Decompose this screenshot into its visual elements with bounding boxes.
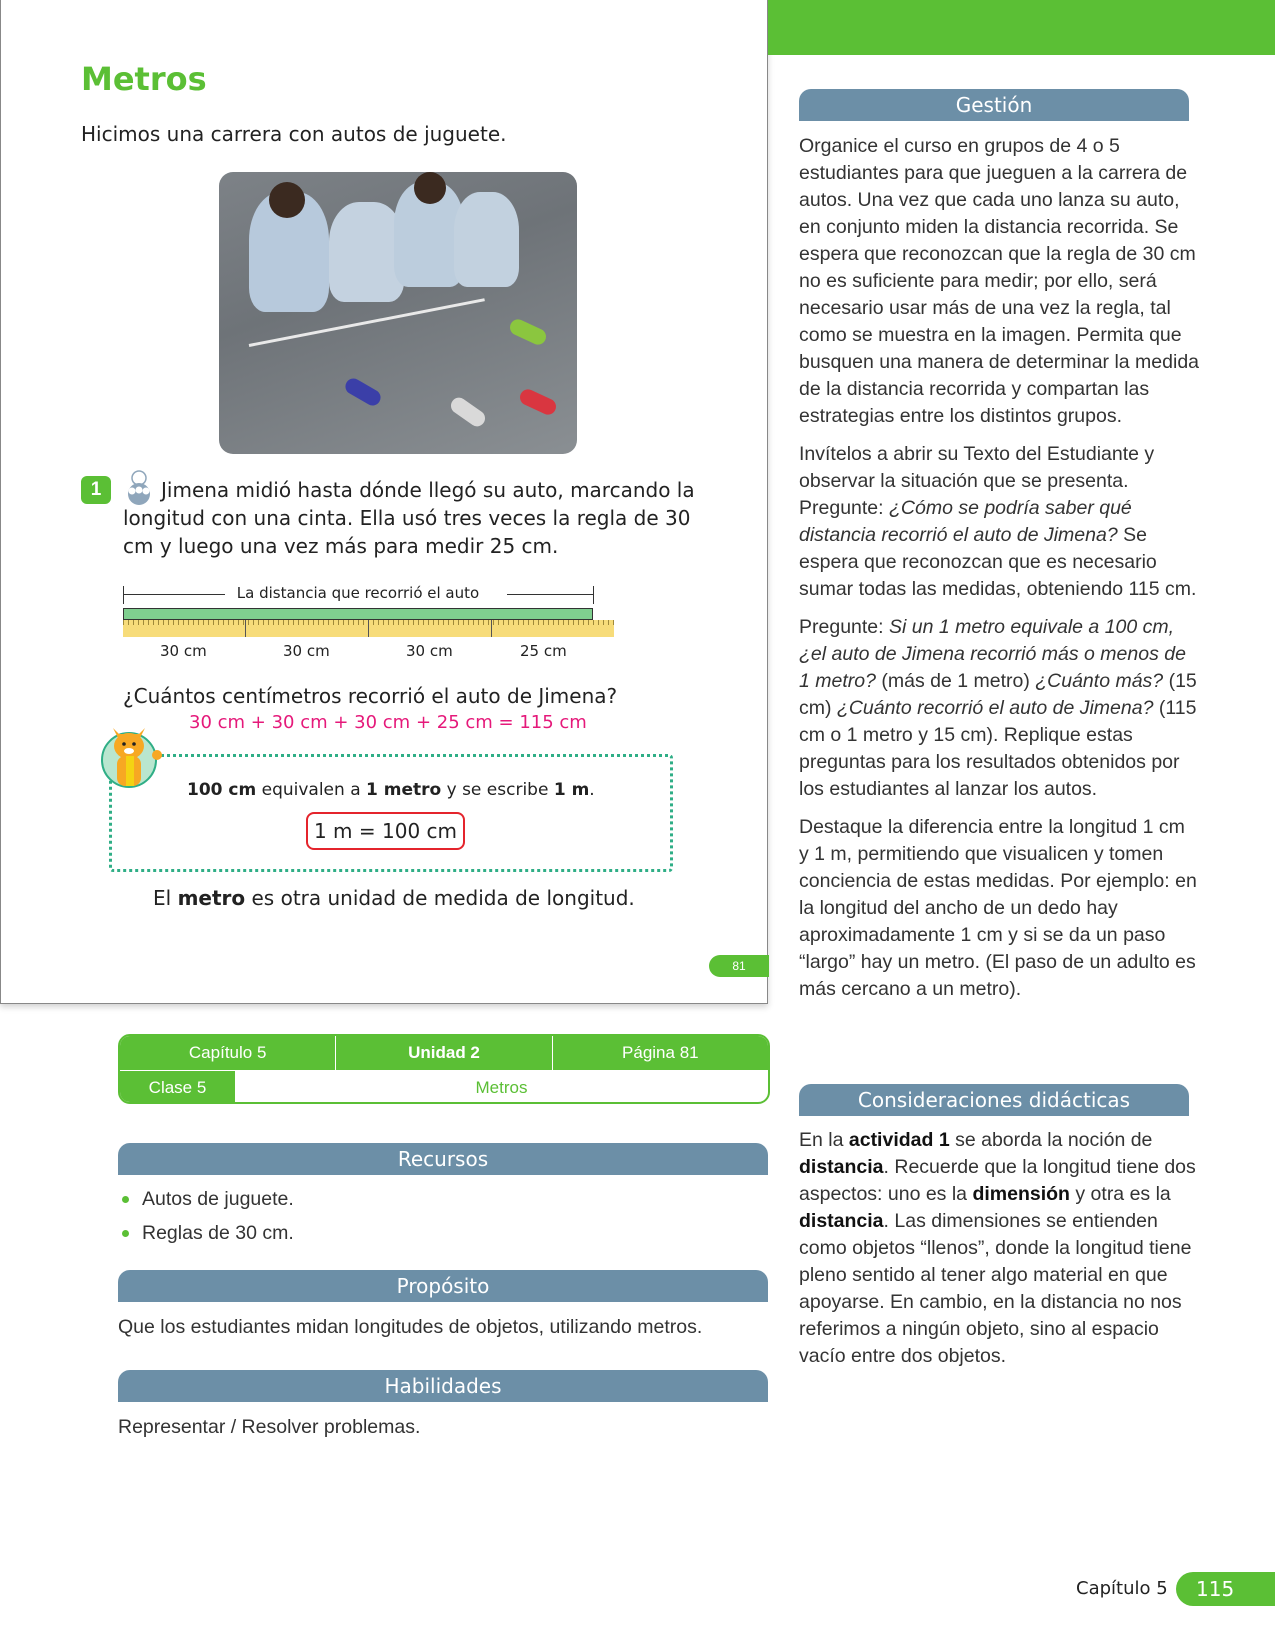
consideraciones-body: En la actividad 1 se aborda la noción de distancia. Recuerde que la longitud tiene dos aspectos: uno es la dimensión y otra es la distancia. Las dimensiones se entienden como objetos “llenos”, donde la longitud tiene pleno sentido al tener algo material en que apoyarse. En cambio, en la distancia no nos referimos a ningún objeto, sino al espacio vacío entre dos objetos.	[799, 1129, 1196, 1367]
question-text: ¿Cuántos centímetros recorrió el auto de Jimena?	[123, 684, 618, 708]
segment-label: 25 cm	[520, 642, 567, 660]
list-item: Reglas de 30 cm.	[118, 1216, 294, 1250]
gestion-paragraph: Invítelos a abrir su Texto del Estudiante y observar la situación que se presenta. Pregunte: ¿Cómo se podría saber qué distancia recorrió el auto de Jimena? Se espera que reconozcan que es necesario sumar todas las medidas, obteniendo 115 cm.	[799, 443, 1197, 600]
footer-chapter: Capítulo 5	[1076, 1578, 1168, 1599]
page-cell: Página 81	[622, 1043, 699, 1062]
meter-formula: 1 m = 100 cm	[306, 812, 465, 850]
green-tape	[123, 608, 593, 620]
activity-number-badge: 1	[81, 476, 111, 504]
proposito-header: Propósito	[118, 1270, 768, 1302]
segment-label: 30 cm	[160, 642, 207, 660]
measurement-diagram	[123, 584, 617, 664]
chapter-cell: Capítulo 5	[120, 1036, 336, 1070]
student-page-intro: Hicimos una carrera con autos de juguete.	[81, 122, 507, 146]
gestion-header: Gestión	[799, 89, 1189, 121]
gestion-paragraph: Pregunte: Si un 1 metro equivale a 100 cm, ¿el auto de Jimena recorrió más o menos de 1 metro? (más de 1 metro) ¿Cuánto más? (15 cm) ¿Cuánto recorrió el auto de Jimena? (115 cm o 1 metro y 15 cm). Replique estas preguntas para los resultados obtenidos por los estudiantes al lanzar los autos.	[799, 616, 1197, 800]
lesson-info-table	[118, 1034, 770, 1104]
cat-mascot-icon	[99, 718, 165, 790]
meter-definition: 100 cm equivalen a 1 metro y se escribe 1 m.	[187, 780, 595, 800]
closing-statement: El metro es otra unidad de medida de longitud.	[153, 886, 635, 910]
activity-text: Jimena midió hasta dónde llegó su auto, marcando la longitud con una cinta. Ella usó tres veces la regla de 30 cm y luego una vez más para medir 25 cm.	[123, 478, 695, 558]
photo-children-toy-cars	[219, 172, 577, 454]
list-item: Autos de juguete.	[118, 1182, 294, 1216]
top-green-band	[768, 0, 1275, 55]
gestion-body	[799, 133, 1199, 1014]
unit-cell: Unidad 2	[336, 1036, 552, 1070]
segment-label: 30 cm	[406, 642, 453, 660]
recursos-list	[118, 1182, 294, 1250]
gestion-paragraph: Organice el curso en grupos de 4 o 5 estudiantes para que jueguen a la carrera de autos. Una vez que cada uno lanza su auto, en conjunto miden la distancia recorrida. Se espera que reconozcan que la regla de 30 cm no es suficiente para medir; por ello, será necesario usar más de una vez la regla, tal como se muestra en la imagen. Permita que busquen una manera de determinar la medida de la distancia recorrida y compartan las estrategias entre los distintos grupos.	[799, 135, 1200, 427]
recursos-header: Recursos	[118, 1143, 768, 1175]
answer-text: 30 cm + 30 cm + 30 cm + 25 cm = 115 cm	[189, 712, 587, 733]
student-page-number: 81	[709, 955, 769, 977]
footer-page-number: 115	[1176, 1572, 1275, 1606]
habilidades-text: Representar / Resolver problemas.	[118, 1416, 421, 1438]
student-page-title: Metros	[81, 60, 207, 98]
distance-label: La distancia que recorrió el auto	[236, 584, 480, 602]
rulers	[123, 620, 614, 637]
consideraciones-header: Consideraciones didácticas	[799, 1084, 1189, 1116]
habilidades-header: Habilidades	[118, 1370, 768, 1402]
proposito-text: Que los estudiantes midan longitudes de objetos, utilizando metros.	[118, 1316, 703, 1338]
segment-label: 30 cm	[283, 642, 330, 660]
student-page	[0, 0, 768, 1004]
gestion-paragraph: Destaque la diferencia entre la longitud 1 cm y 1 m, permitiendo que visualicen y tomen conciencia de estas medidas. Por ejemplo: en la longitud del ancho de un dedo hay aproximadamente 1 cm y si se da un paso “largo” hay un metro. (El paso de un adulto es más cercano a un metro).	[799, 816, 1197, 1000]
class-cell: Clase 5	[120, 1071, 235, 1104]
class-title-cell: Metros	[475, 1078, 528, 1097]
